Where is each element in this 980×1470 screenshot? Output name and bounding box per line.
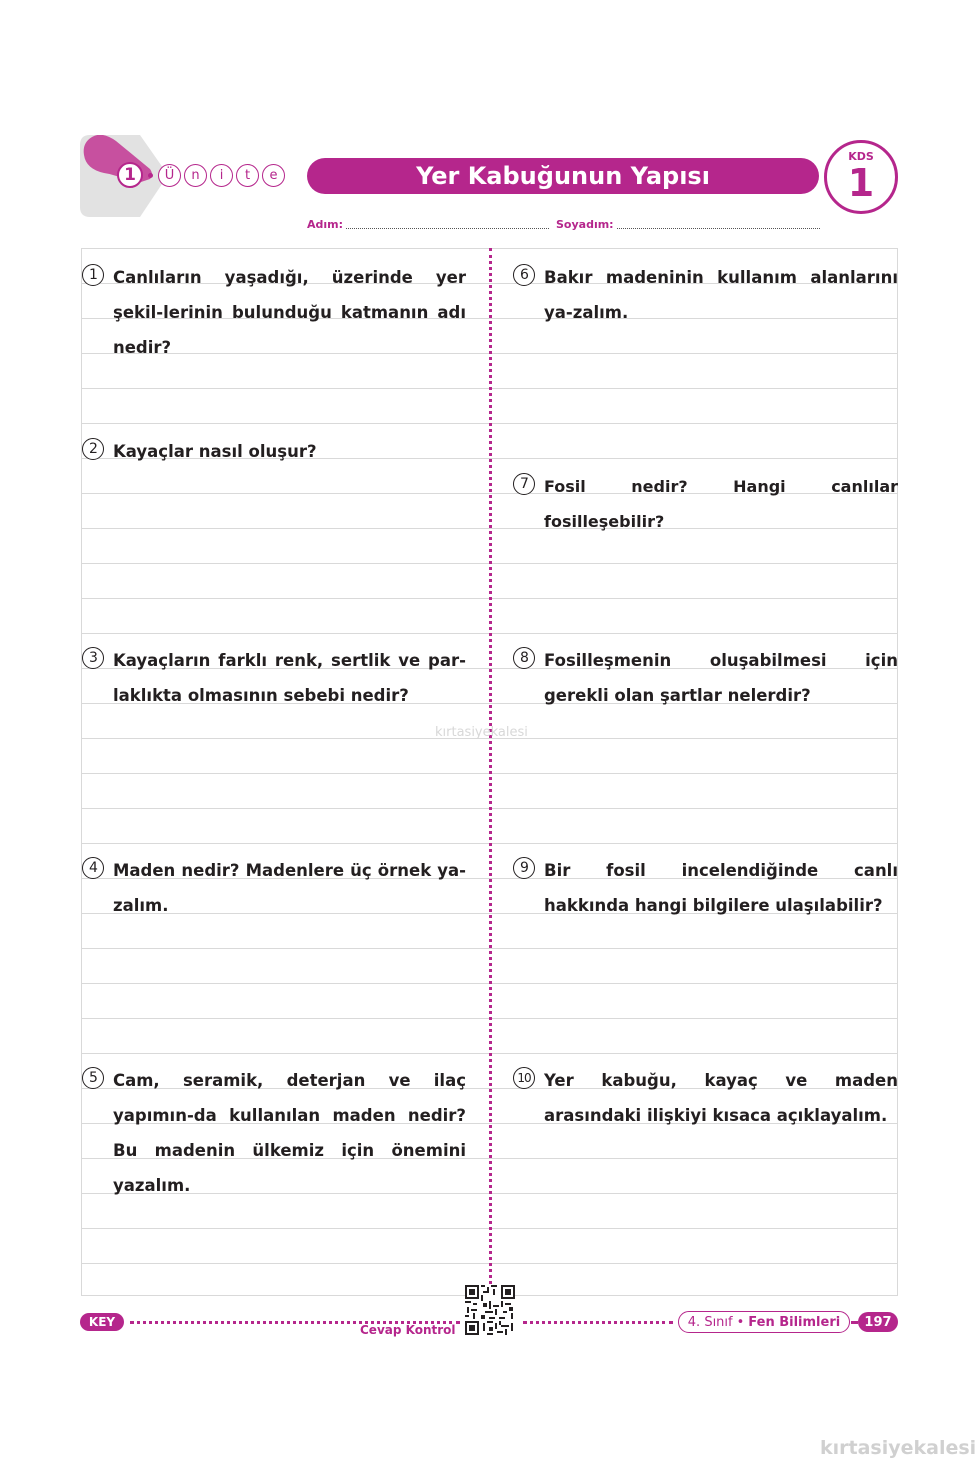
name-label: Adım: (307, 218, 344, 231)
question-text: Maden nedir? Madenlere üç örnek ya-zalım. (113, 861, 466, 915)
question-number: 7 (513, 473, 535, 495)
unit-number-badge: 1 (117, 162, 143, 188)
footer-dots-end (851, 1321, 857, 1324)
kds-badge (824, 140, 898, 214)
surname-field[interactable] (617, 228, 820, 229)
question-number: 3 (82, 647, 104, 669)
page-number: 197 (858, 1312, 898, 1332)
question-text: Bakır madeninin kullanım alanlarını ya-zalım. (544, 268, 898, 322)
question-text: Cam, seramik, deterjan ve ilaç yapımın-da kullanılan maden nedir? Bu madenin ülkemiz için önemini yazalım. (113, 1071, 466, 1195)
watermark: kırtasiyekalesi (435, 725, 528, 740)
question-text: Canlıların yaşadığı, üzerinde yer şekil-lerinin bulunduğu katmanın adı nedir? (113, 268, 466, 357)
question-number: 9 (513, 857, 535, 879)
grade-label: 4. Sınıf (687, 1314, 733, 1330)
bullet-separator: • (736, 1314, 745, 1330)
unit-letter: t (236, 164, 259, 187)
surname-label: Soyadım: (556, 218, 614, 231)
question-4 (82, 853, 466, 923)
question-number: 6 (513, 264, 535, 286)
unit-dot (148, 173, 153, 178)
corner-watermark: kırtasiyekalesi (820, 1437, 977, 1459)
unit-letter: Ü (158, 164, 181, 187)
name-field[interactable] (346, 228, 549, 229)
key-badge: KEY (80, 1313, 124, 1331)
question-number: 10 (513, 1067, 535, 1089)
question-number: 5 (82, 1067, 104, 1089)
question-number: 8 (513, 647, 535, 669)
kds-number: 1 (847, 161, 875, 205)
question-7 (513, 469, 898, 539)
question-text: Fosilleşmenin oluşabilmesi için gerekli olan şartlar nelerdir? (544, 651, 898, 705)
question-text: Bir fosil incelendiğinde canlı hakkında hangi bilgilere ulaşılabilir? (544, 861, 898, 915)
page-title: Yer Kabuğunun Yapısı (307, 158, 819, 194)
question-6 (513, 260, 898, 330)
question-text: Kayaçların farklı renk, sertlik ve par-laklıkta olmasının sebebi nedir? (113, 651, 466, 705)
unit-letter: i (210, 164, 233, 187)
question-9 (513, 853, 898, 923)
question-text: Yer kabuğu, kayaç ve maden arasındaki ilişkiyi kısaca açıklayalım. (544, 1071, 898, 1125)
question-2 (82, 434, 466, 469)
unit-letter: n (184, 164, 207, 187)
question-text: Fosil nedir? Hangi canlılar fosilleşebilir? (544, 477, 898, 531)
column-divider (489, 248, 492, 1308)
qr-code-icon[interactable] (465, 1285, 515, 1335)
answer-check-label: Cevap Kontrol (360, 1323, 456, 1337)
question-number: 2 (82, 438, 104, 460)
question-3 (82, 643, 466, 713)
footer-dots-right (523, 1321, 673, 1324)
course-badge (678, 1311, 850, 1333)
unit-label (117, 162, 285, 188)
question-number: 4 (82, 857, 104, 879)
question-text: Kayaçlar nasıl oluşur? (113, 442, 317, 461)
question-number: 1 (82, 264, 104, 286)
subject-label: Fen Bilimleri (748, 1314, 841, 1330)
kds-label: KDS (848, 150, 874, 163)
question-8 (513, 643, 898, 713)
question-1 (82, 260, 466, 365)
question-10 (513, 1063, 898, 1133)
unit-letter: e (262, 164, 285, 187)
question-5 (82, 1063, 466, 1203)
